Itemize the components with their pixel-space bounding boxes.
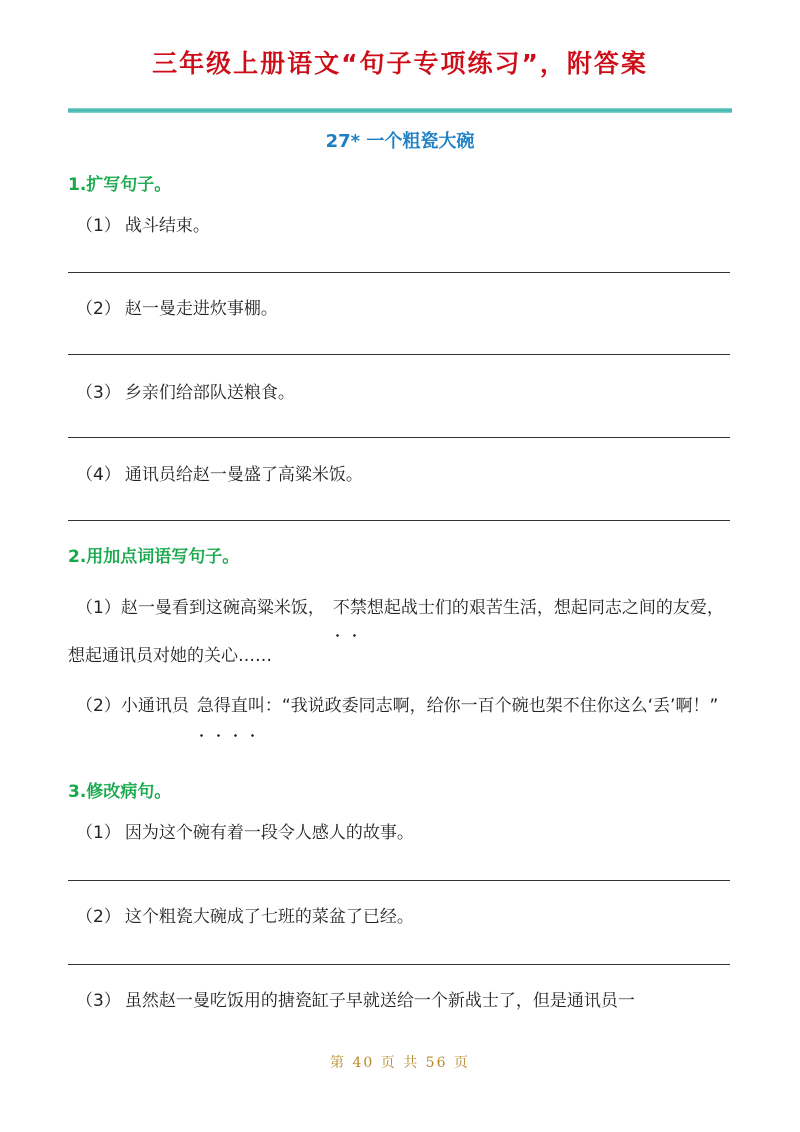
item-text: 这个粗瓷大碗成了七班的菜盆了已经。: [124, 907, 414, 927]
item-text: 虽然赵一曼吃饭用的搪瓷缸子早就送给一个新战士了，但是通讯员一: [124, 991, 635, 1011]
item-number: （2）: [76, 696, 121, 716]
exercise-item: [76, 986, 635, 1011]
item-text: 乡亲们给部队送粮食。: [124, 383, 295, 403]
item-text: 想起战士们的艰苦生活，想起同志之间的友爱，想起通讯员对她的关心……: [68, 598, 724, 666]
item-text: ：“我说政委同志啊，给你一百个碗也架不住你这么‘丢’啊！”: [264, 696, 719, 716]
item-number: （2）: [76, 299, 121, 319]
item-number: （2）: [76, 907, 121, 927]
item-number: （1）: [76, 598, 121, 618]
item-text: 赵一曼走进炊事棚。: [124, 299, 278, 319]
dotted-word: 急得直叫: [189, 680, 265, 732]
item-text: 赵一曼看到这碗高粱米饭，: [120, 598, 325, 618]
exercise-item: [76, 211, 210, 236]
item-number: （1）: [76, 216, 121, 236]
answer-line[interactable]: [68, 272, 730, 273]
exercise-item: [76, 460, 363, 485]
exercise-item: [76, 294, 278, 319]
exercise-paragraph: [68, 680, 730, 732]
item-text: 因为这个碗有着一段令人感人的故事。: [124, 823, 414, 843]
section-heading-fix-sentences: 3.修改病句。: [68, 782, 172, 802]
dotted-word: 不禁: [325, 584, 367, 632]
item-number: （1）: [76, 823, 121, 843]
exercise-paragraph: [68, 584, 730, 680]
lesson-title: 27* 一个粗瓷大碗: [325, 131, 475, 152]
title-divider: [68, 108, 732, 113]
exercise-item: [76, 902, 414, 927]
exercise-item: [76, 818, 414, 843]
page-number: 第 40 页 共 56 页: [330, 1055, 470, 1071]
item-text: 战斗结束。: [124, 216, 210, 236]
exercise-item: [76, 378, 295, 403]
item-number: （4）: [76, 465, 121, 485]
answer-line[interactable]: [68, 964, 730, 965]
item-number: （3）: [76, 991, 121, 1011]
item-text: 小通讯员: [120, 696, 189, 716]
answer-line[interactable]: [68, 880, 730, 881]
section-heading-dotted-words: 2.用加点词语写句子。: [68, 547, 240, 567]
page-title: 三年级上册语文“句子专项练习”，附答案: [152, 49, 648, 78]
item-number: （3）: [76, 383, 121, 403]
answer-line[interactable]: [68, 437, 730, 438]
answer-line[interactable]: [68, 520, 730, 521]
item-text: 通讯员给赵一曼盛了高粱米饭。: [124, 465, 363, 485]
section-heading-expand: 1.扩写句子。: [68, 175, 172, 195]
answer-line[interactable]: [68, 354, 730, 355]
